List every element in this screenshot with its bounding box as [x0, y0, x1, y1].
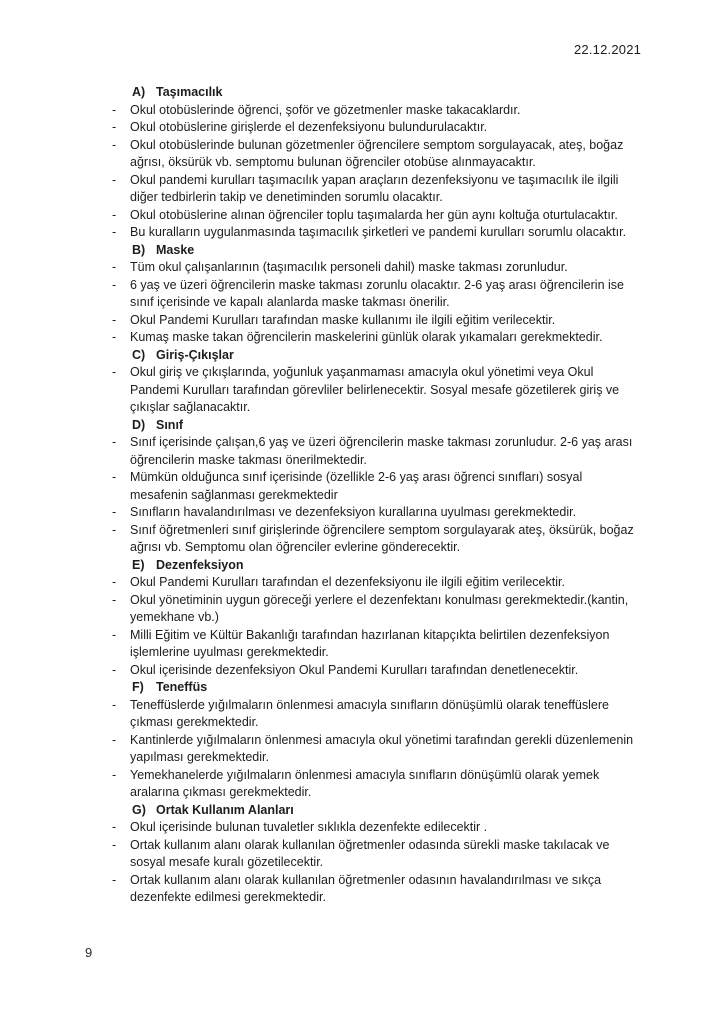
list-item-text: Okul otobüslerine girişlerde el dezenfeksiyonu bulundurulacaktır.	[130, 120, 488, 134]
list-item	[112, 872, 657, 907]
list-item	[112, 434, 657, 469]
list-item-text: Sınıfların havalandırılması ve dezenfeksiyon kurallarına uyulması gerekmektedir.	[130, 505, 577, 519]
section-letter: G)	[132, 802, 146, 817]
list-item	[112, 329, 657, 347]
section-heading	[112, 347, 657, 365]
list-item-text: Kantinlerde yığılmaların önlenmesi amacıyla okul yönetimi tarafından gerekli düzenlemenin yapılması gerekmektedir.	[130, 732, 634, 764]
bullet-dash: -	[112, 627, 117, 642]
list-item-text: Bu kuralların uygulanmasında taşımacılık şirketleri ve pandemi kurulları sorumlu olacaktır.	[130, 225, 627, 239]
list-item	[112, 662, 657, 680]
list-item	[112, 277, 657, 312]
section-title: Ortak Kullanım Alanları	[156, 802, 294, 817]
section-heading	[112, 242, 657, 260]
list-item-text: Okul yönetiminin uygun göreceği yerlere el dezenfektanı konulması gerekmektedir.(kantin, yemekhane vb.)	[130, 592, 629, 624]
list-item-text: Yemekhanelerde yığılmaların önlenmesi amacıyla sınıfların dönüşümlü olarak yemek aralarına çıkması gerekmektedir.	[130, 767, 600, 799]
document-date: 22.12.2021	[574, 42, 642, 57]
list-item	[112, 819, 657, 837]
list-item-text: Okul otobüslerinde bulunan gözetmenler öğrencilere semptom sorgulayacak, ateş, boğaz ağrısı, öksürük vb. semptomu bulunan öğrenciler otobüse alınmayacaktır.	[130, 137, 624, 169]
bullet-dash: -	[112, 767, 117, 782]
list-item	[112, 697, 657, 732]
list-item-text: 6 yaş ve üzeri öğrencilerin maske takması zorunlu olacaktır. 2-6 yaş arası öğrencilerin ise sınıf içerisinde ve kapalı alanlarda maske takması önerilir.	[130, 277, 624, 309]
section-title: Taşımacılık	[156, 85, 223, 99]
list-item	[112, 207, 657, 225]
list-item-text: Okul giriş ve çıkışlarında, yoğunluk yaşanmaması amacıyla okul yönetimi veya Okul Pandemi Kurulları tarafından görevliler belirlenecektir. Sosyal mesafe gözetilerek giriş ve çıkışlar sağlanacaktır.	[130, 365, 620, 414]
section-heading	[112, 84, 657, 102]
section-title: Maske	[156, 242, 195, 257]
section-title: Teneffüs	[156, 680, 208, 694]
list-item	[112, 259, 657, 277]
bullet-dash: -	[112, 872, 117, 887]
list-item-text: Teneffüslerde yığılmaların önlenmesi amacıyla sınıfların dönüşümlü olarak teneffüslere çıkması gerekmektedir.	[130, 697, 609, 729]
page-number: 9	[85, 945, 93, 960]
list-item	[112, 364, 657, 417]
bullet-dash: -	[112, 837, 117, 852]
bullet-dash: -	[112, 365, 117, 379]
section-letter: D)	[132, 417, 146, 432]
section-title: Sınıf	[156, 417, 184, 432]
list-item	[112, 592, 657, 627]
bullet-dash: -	[112, 820, 117, 834]
bullet-dash: -	[112, 102, 117, 117]
section-letter: C)	[132, 347, 146, 362]
bullet-dash: -	[112, 435, 117, 449]
section-letter: A)	[132, 85, 146, 99]
list-item	[112, 312, 657, 330]
list-item	[112, 504, 657, 522]
bullet-dash: -	[112, 172, 117, 187]
section-letter: F)	[132, 680, 144, 694]
bullet-dash: -	[112, 575, 117, 589]
bullet-dash: -	[112, 592, 117, 607]
bullet-dash: -	[112, 697, 117, 712]
bullet-dash: -	[112, 522, 117, 537]
list-item-text: Mümkün olduğunca sınıf içerisinde (özellikle 2-6 yaş arası öğrenci sınıfları) sosyal mesafenin sağlanması gerekmektedir	[130, 470, 583, 502]
list-item-text: Sınıf öğretmenleri sınıf girişlerinde öğrencilere semptom sorgulayarak ateş, öksürük, boğaz ağrısı vb. Semptomu olan öğrenciler evlerine gönderecektir.	[130, 522, 634, 554]
list-item	[112, 837, 657, 872]
list-item-text: Okul Pandemi Kurulları tarafından el dezenfeksiyonu ile ilgili eğitim verilecektir.	[130, 575, 565, 589]
document-content	[112, 84, 657, 907]
section-heading	[112, 557, 657, 575]
list-item-text: Okul içerisinde dezenfeksiyon Okul Pandemi Kurulları tarafından denetlenecektir.	[130, 662, 579, 677]
list-item-text: Okul otobüslerine alınan öğrenciler toplu taşımalarda her gün aynı koltuğa oturtulacaktır.	[130, 207, 618, 222]
list-item	[112, 767, 657, 802]
list-item-text: Sınıf içerisinde çalışan,6 yaş ve üzeri öğrencilerin maske takması zorunludur. 2-6 yaş arası öğrencilerin maske takması önerilmektedir.	[130, 435, 633, 467]
list-item	[112, 102, 657, 120]
bullet-dash: -	[112, 225, 117, 239]
section-letter: E)	[132, 557, 145, 572]
list-item-text: Okul otobüslerinde öğrenci, şoför ve gözetmenler maske takacaklardır.	[130, 102, 521, 117]
bullet-dash: -	[112, 277, 117, 292]
section-title: Dezenfeksiyon	[156, 557, 244, 572]
list-item-text: Okul Pandemi Kurulları tarafından maske kullanımı ile ilgili eğitim verilecektir.	[130, 312, 556, 327]
list-item-text: Ortak kullanım alanı olarak kullanılan öğretmenler odasında sürekli maske takılacak ve sosyal mesafe kuralı gözetilecektir.	[130, 837, 610, 869]
list-item-text: Milli Eğitim ve Kültür Bakanlığı tarafından hazırlanan kitapçıkta belirtilen dezenfeksiyon işlemlerine uyulması gerekmektedir.	[130, 627, 610, 659]
list-item-text: Ortak kullanım alanı olarak kullanılan öğretmenler odasının havalandırılması ve sıkça dezenfekte edilmesi gerekmektedir.	[130, 872, 602, 904]
list-item	[112, 224, 657, 242]
bullet-dash: -	[112, 505, 117, 519]
list-item	[112, 522, 657, 557]
section-heading	[112, 679, 657, 697]
bullet-dash: -	[112, 312, 117, 327]
list-item	[112, 732, 657, 767]
bullet-dash: -	[112, 470, 117, 484]
list-item-text: Kumaş maske takan öğrencilerin maskelerini günlük olarak yıkamaları gerekmektedir.	[130, 330, 603, 344]
list-item-text: Tüm okul çalışanlarının (taşımacılık personeli dahil) maske takması zorunludur.	[130, 260, 568, 274]
list-item	[112, 574, 657, 592]
list-item-text: Okul içerisinde bulunan tuvaletler sıklıkla dezenfekte edilecektir .	[130, 820, 488, 834]
bullet-dash: -	[112, 137, 117, 152]
list-item-text: Okul pandemi kurulları taşımacılık yapan araçların dezenfeksiyonu ve taşımacılık ile ilgili diğer tedbirlerin takip ve denetiminden sorumlu olacaktır.	[130, 172, 619, 204]
list-item	[112, 469, 657, 504]
bullet-dash: -	[112, 330, 117, 344]
section-title: Giriş-Çıkışlar	[156, 347, 234, 362]
section-heading	[112, 802, 657, 820]
bullet-dash: -	[112, 120, 117, 134]
list-item	[112, 627, 657, 662]
list-item	[112, 172, 657, 207]
bullet-dash: -	[112, 732, 117, 747]
bullet-dash: -	[112, 207, 117, 222]
section-heading	[112, 417, 657, 435]
bullet-dash: -	[112, 662, 117, 677]
section-letter: B)	[132, 242, 146, 257]
list-item	[112, 119, 657, 137]
bullet-dash: -	[112, 260, 117, 274]
list-item	[112, 137, 657, 172]
